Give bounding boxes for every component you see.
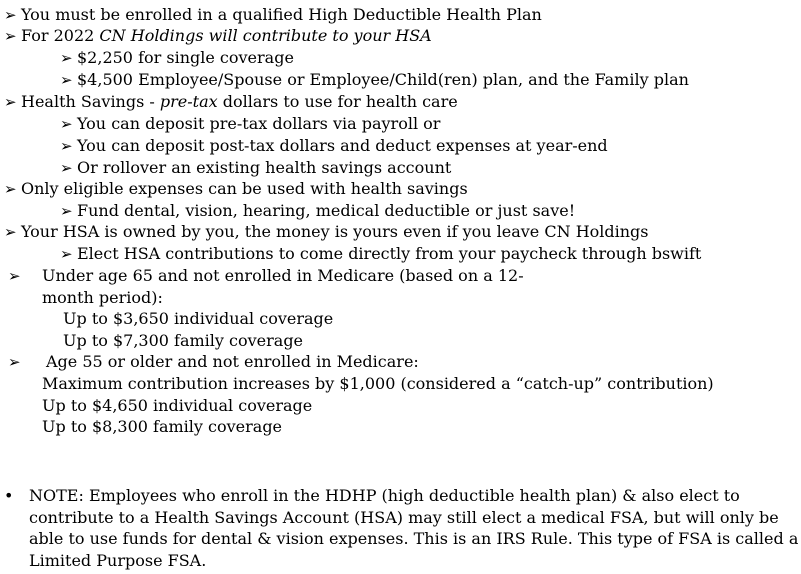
elect-contributions-line — [60, 243, 701, 264]
arrow-bullet-icon: ➢ — [60, 71, 73, 89]
line-text: Fund dental, vision, hearing, medical deductible or just save! — [77, 201, 576, 220]
posttax-deposit-line — [60, 135, 608, 156]
line-text: Elect HSA contributions to come directly from your paycheck through bswift — [77, 244, 702, 263]
line-text: You can deposit post-tax dollars and deduct expenses at year-end — [77, 136, 608, 155]
rollover-line — [60, 157, 451, 178]
arrow-bullet-icon: ➢ — [60, 115, 73, 133]
line-text: Up to $4,650 individual coverage — [42, 396, 313, 415]
arrow-bullet-icon: ➢ — [4, 6, 17, 24]
line-text: Up to $8,300 family coverage — [42, 417, 283, 436]
hsa-ownership-line — [4, 221, 649, 242]
line-text: $2,250 for single coverage — [77, 48, 294, 67]
limit-family-line — [63, 330, 303, 351]
health-savings-line — [4, 91, 458, 112]
line-text: Up to $3,650 individual coverage — [63, 309, 334, 328]
bullet-icon: • — [4, 486, 14, 505]
arrow-bullet-icon: ➢ — [4, 223, 17, 241]
line-text-prefix: For 2022 — [21, 26, 100, 45]
line-text: Up to $7,300 family coverage — [63, 331, 304, 350]
line-text: You can deposit pre-tax dollars via payroll or — [77, 114, 441, 133]
catch-up-family-line — [42, 416, 282, 437]
catch-up-individual-line — [42, 395, 312, 416]
pretax-deposit-line — [60, 113, 440, 134]
line-text-emphasis: CN Holdings will contribute to your HSA — [99, 26, 432, 45]
catch-up-line — [42, 373, 714, 394]
under-65-line — [0, 265, 524, 286]
line-text: Under age 65 and not enrolled in Medicare (based on a 12- — [42, 266, 524, 285]
line-text: month period): — [42, 288, 163, 307]
arrow-bullet-icon: ➢ — [4, 180, 17, 198]
line-text-emphasis: pre-tax — [159, 92, 218, 111]
fund-expenses-line — [60, 200, 575, 221]
arrow-bullet-icon: ➢ — [8, 267, 21, 285]
line-text-prefix: Health Savings - — [21, 92, 160, 111]
line-text: Maximum contribution increases by $1,000 (considered a “catch-up” contribution) — [42, 374, 714, 393]
employer-contribution-line — [4, 25, 432, 46]
arrow-bullet-icon: ➢ — [4, 27, 17, 45]
line-text: Or rollover an existing health savings account — [77, 158, 452, 177]
line-text: Age 55 or older and not enrolled in Medicare: — [46, 352, 419, 371]
age-55-line — [0, 351, 419, 372]
arrow-bullet-icon: ➢ — [4, 93, 17, 111]
eligible-expenses-line — [4, 178, 468, 199]
arrow-bullet-icon: ➢ — [60, 49, 73, 67]
arrow-bullet-icon: ➢ — [60, 202, 73, 220]
limit-individual-line — [63, 308, 333, 329]
family-coverage-contribution-line — [60, 69, 689, 90]
line-text: Your HSA is owned by you, the money is yours even if you leave CN Holdings — [21, 222, 649, 241]
line-text: You must be enrolled in a qualified High Deductible Health Plan — [21, 5, 542, 24]
line-text: Only eligible expenses can be used with health savings — [21, 179, 468, 198]
line-text: $4,500 Employee/Spouse or Employee/Child(ren) plan, and the Family plan — [77, 70, 689, 89]
under-65-continuation — [42, 287, 163, 308]
hdhp-requirement-line — [4, 4, 542, 25]
arrow-bullet-icon: ➢ — [60, 159, 73, 177]
arrow-bullet-icon: ➢ — [60, 245, 73, 263]
arrow-bullet-icon: ➢ — [60, 137, 73, 155]
arrow-bullet-icon: ➢ — [8, 353, 21, 371]
single-coverage-contribution-line — [60, 47, 294, 68]
line-text-suffix: dollars to use for health care — [217, 92, 458, 111]
limited-purpose-fsa-note: NOTE: Employees who enroll in the HDHP (high deductible health plan) & also elect to contribute to a Health Savings Account (HSA) may still elect a medical FSA, but will only be able to use funds for dental & vision expenses. This is an IRS Rule. This type of FSA is called a Limited Purpose FSA. — [29, 486, 799, 570]
